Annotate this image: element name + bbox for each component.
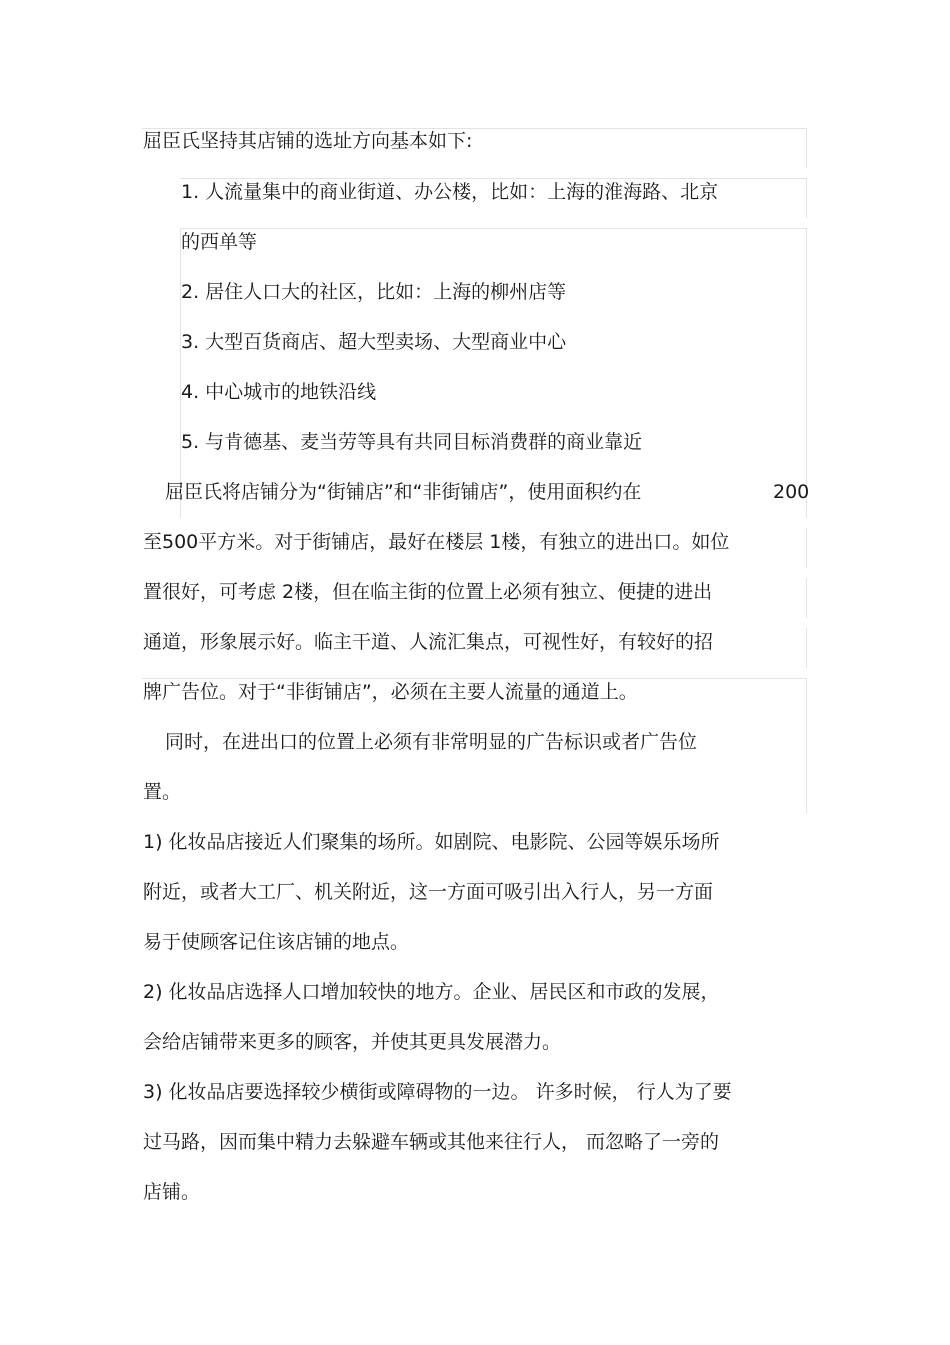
paragraph-line: 置很好，可考虑 2楼，但在临主街的位置上必须有独立、便捷的进出 xyxy=(143,581,713,603)
intro-heading: 屈臣氏坚持其店铺的选址方向基本如下: xyxy=(143,130,473,152)
list-item: 3. 大型百货商店、超大型卖场、大型商业中心 xyxy=(181,331,567,353)
cell-border xyxy=(180,228,181,518)
paragraph-line: 通道，形象展示好。临主干道、人流汇集点，可视性好，有较好的招 xyxy=(143,631,714,653)
point-line: 会给店铺带来更多的顾客，并使其更具发展潜力。 xyxy=(143,1031,562,1053)
paragraph-line: 屈臣氏将店铺分为“街铺店”和“非街铺店”，使用面积约在 xyxy=(165,481,642,503)
paragraph-line: 牌广告位。对于“非街铺店”，必须在主要人流量的通道上。 xyxy=(143,681,638,703)
paragraph-line: 至500平方米。对于街铺店，最好在楼层 1楼，有独立的进出口。如位 xyxy=(143,531,730,553)
cell-border xyxy=(806,178,807,218)
cell-border xyxy=(180,178,807,179)
cell-border xyxy=(806,128,807,168)
cell-border xyxy=(806,578,807,618)
point-line: 店铺。 xyxy=(143,1181,201,1203)
list-item: 1. 人流量集中的商业街道、办公楼，比如：上海的淮海路、北京 xyxy=(181,181,719,203)
list-item: 4. 中心城市的地铁沿线 xyxy=(181,381,377,403)
point-line: 过马路，因而集中精力去躲避车辆或其他来往行人， 而忽略了一旁的 xyxy=(143,1131,720,1153)
point-line: 易于使顾客记住该店铺的地点。 xyxy=(143,931,410,953)
point-line: 2) 化妆品店选择人口增加较快的地方。企业、居民区和市政的发展， xyxy=(143,981,720,1003)
paragraph-line: 同时，在进出口的位置上必须有非常明显的广告标识或者广告位 xyxy=(165,731,698,753)
cell-border xyxy=(806,678,807,813)
cell-border xyxy=(806,228,807,518)
point-line: 1) 化妆品店接近人们聚集的场所。如剧院、电影院、公园等娱乐场所 xyxy=(143,831,720,853)
cell-border xyxy=(806,528,807,568)
cell-border xyxy=(180,228,807,229)
paragraph-number: 200 xyxy=(773,481,810,503)
point-line: 3) 化妆品店要选择较少横街或障碍物的一边。 许多时候， 行人为了要 xyxy=(143,1081,732,1103)
list-item: 的西单等 xyxy=(181,231,258,253)
point-line: 附近，或者大工厂、机关附近，这一方面可吸引出入行人，另一方面 xyxy=(143,881,714,903)
list-item: 2. 居住人口大的社区，比如：上海的柳州店等 xyxy=(181,281,567,303)
list-item: 5. 与肯德基、麦当劳等具有共同目标消费群的商业靠近 xyxy=(181,431,643,453)
cell-border xyxy=(806,628,807,668)
paragraph-line: 置。 xyxy=(143,781,182,803)
cell-border xyxy=(142,678,807,679)
